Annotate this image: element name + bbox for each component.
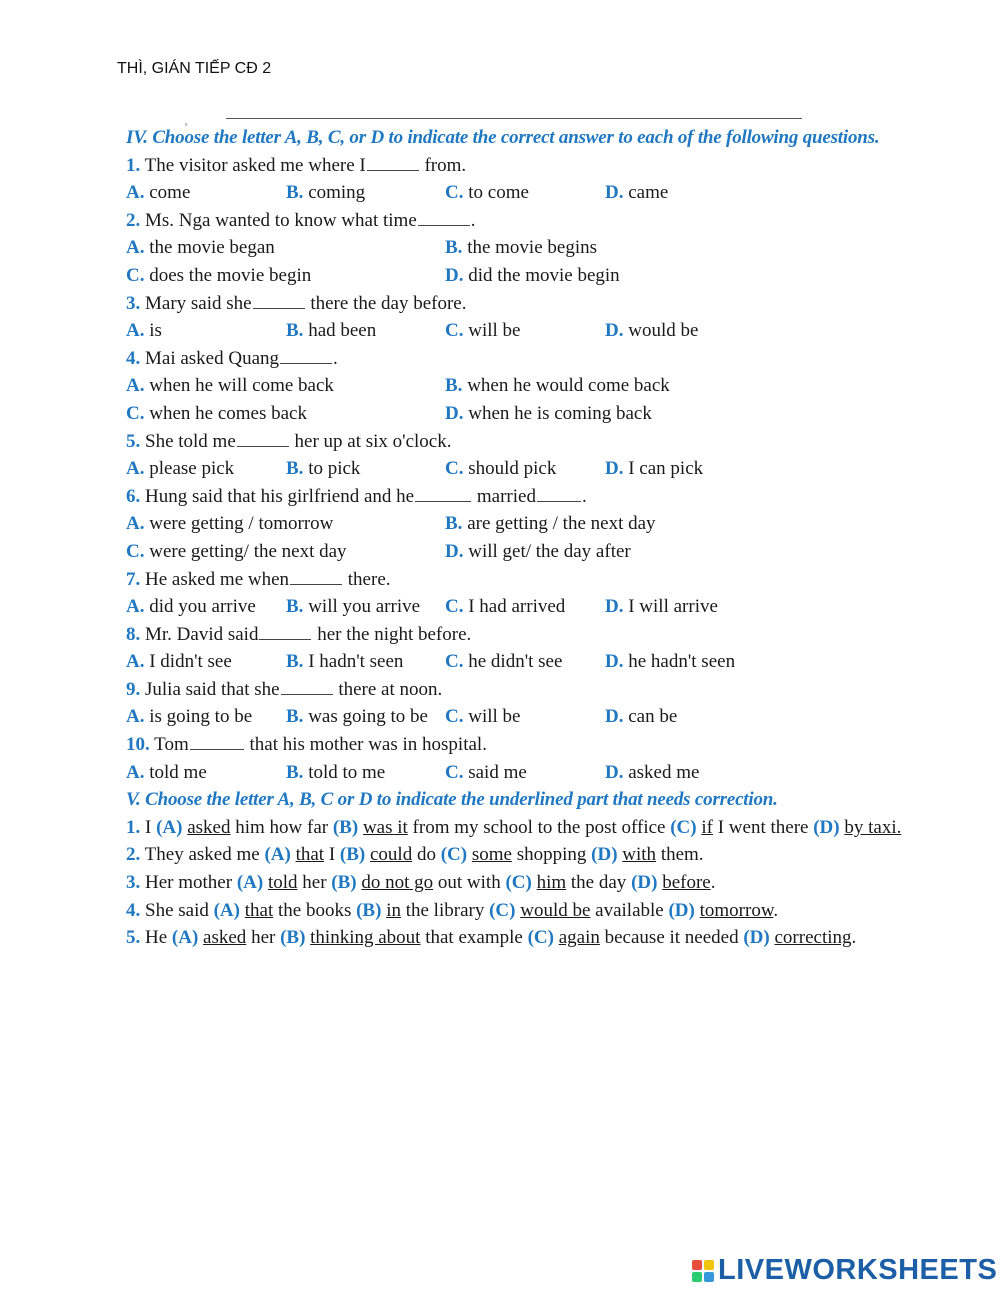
- logo-mark-icon: [692, 1260, 714, 1282]
- underlined-part[interactable]: asked: [203, 927, 247, 949]
- answer-option[interactable]: [605, 179, 668, 207]
- answer-option[interactable]: [126, 179, 190, 207]
- question-text: Tom: [154, 734, 189, 756]
- option-marker[interactable]: (D): [813, 816, 845, 838]
- question-stem: [126, 731, 986, 759]
- option-letter: B.: [286, 596, 304, 618]
- sentence-text: him how far: [230, 816, 333, 838]
- question-text: from.: [419, 154, 467, 176]
- sentence-text: .: [851, 927, 857, 949]
- option-letter: C.: [126, 264, 145, 286]
- sentence-text: available: [590, 899, 669, 921]
- option-letter: A.: [126, 706, 145, 728]
- option-letter: A.: [126, 320, 145, 342]
- answer-option[interactable]: [605, 703, 677, 731]
- underlined-part[interactable]: could: [369, 844, 413, 866]
- option-letter: C.: [445, 596, 464, 618]
- question-stem: [126, 483, 986, 511]
- correction-item: [126, 869, 986, 897]
- answer-option[interactable]: [126, 400, 307, 428]
- question-text: Mr. David said: [145, 623, 259, 645]
- answer-option[interactable]: [126, 648, 232, 676]
- option-text: had been: [308, 320, 377, 342]
- question-text: married: [472, 485, 536, 507]
- option-marker[interactable]: (C): [440, 844, 472, 866]
- question-text: there at noon.: [333, 678, 443, 700]
- option-text: can be: [628, 706, 678, 728]
- option-letter: B.: [286, 651, 304, 673]
- option-letter: C.: [445, 706, 464, 728]
- answer-option[interactable]: [126, 510, 333, 538]
- sentence-text: .: [710, 872, 716, 894]
- options-row: [126, 510, 986, 538]
- option-marker[interactable]: (B): [332, 816, 363, 838]
- question-number: 10.: [126, 734, 150, 756]
- option-marker[interactable]: (B): [339, 844, 370, 866]
- option-marker[interactable]: (D): [668, 899, 700, 921]
- question-number: 8.: [126, 623, 141, 645]
- option-text: does the movie begin: [149, 264, 312, 286]
- underlined-part[interactable]: if: [701, 816, 713, 838]
- underlined-part[interactable]: tomorrow: [699, 899, 774, 921]
- option-marker[interactable]: (B): [280, 927, 311, 949]
- option-text: were getting/ the next day: [149, 540, 347, 562]
- logo-square: [692, 1272, 702, 1282]
- option-letter: B.: [286, 761, 304, 783]
- underlined-part[interactable]: by taxi.: [844, 816, 902, 838]
- answer-option[interactable]: [445, 179, 529, 207]
- sentence-text: I: [145, 816, 157, 838]
- liveworksheets-logo: [692, 1254, 997, 1287]
- option-letter: B.: [286, 458, 304, 480]
- options-row: [126, 759, 986, 787]
- correction-item: [126, 924, 986, 952]
- answer-option[interactable]: [126, 262, 311, 290]
- option-text: when he will come back: [149, 375, 334, 397]
- answer-option[interactable]: [445, 510, 656, 538]
- question-number: 2.: [126, 209, 141, 231]
- option-marker[interactable]: (C): [505, 872, 537, 894]
- option-marker[interactable]: (D): [743, 927, 775, 949]
- cropped-text-fragment: ¸: [184, 112, 188, 126]
- answer-option[interactable]: [445, 455, 556, 483]
- answer-option[interactable]: [445, 703, 520, 731]
- question-number: 4.: [126, 347, 141, 369]
- question-text: Mary said she: [145, 292, 252, 314]
- sentence-text: the library: [400, 899, 490, 921]
- answer-option[interactable]: [605, 593, 718, 621]
- underlined-part[interactable]: told: [267, 872, 298, 894]
- section-4-questions: [126, 152, 986, 787]
- section-4-heading: IV. Choose the letter A, B, C, or D to indicate the correct answer to each of the following questions.: [126, 127, 880, 148]
- logo-text: LIVEWORKSHEETS: [718, 1254, 998, 1286]
- sentence-text: her: [297, 872, 332, 894]
- correction-item: [126, 841, 986, 869]
- question-stem: [126, 152, 986, 180]
- answer-option[interactable]: [126, 538, 347, 566]
- option-letter: A.: [126, 596, 145, 618]
- option-letter: B.: [286, 182, 304, 204]
- option-marker[interactable]: (A): [156, 816, 188, 838]
- question-stem: [126, 290, 986, 318]
- answer-blank[interactable]: [418, 207, 470, 226]
- question-stem: [126, 621, 986, 649]
- options-row: [126, 703, 986, 731]
- option-text: I hadn't seen: [308, 651, 404, 673]
- option-text: he didn't see: [468, 651, 563, 673]
- option-text: when he is coming back: [468, 402, 652, 424]
- question-number: 1.: [126, 154, 141, 176]
- options-row: [126, 648, 986, 676]
- option-text: to pick: [308, 458, 361, 480]
- options-row: [126, 400, 986, 428]
- option-letter: D.: [605, 706, 624, 728]
- option-marker[interactable]: (D): [631, 872, 663, 894]
- question-number: 5.: [126, 927, 141, 949]
- option-letter: C.: [445, 761, 464, 783]
- answer-option[interactable]: [445, 648, 562, 676]
- answer-option[interactable]: [445, 400, 652, 428]
- underlined-part[interactable]: with: [622, 844, 657, 866]
- option-marker[interactable]: (C): [670, 816, 702, 838]
- answer-option[interactable]: [445, 234, 597, 262]
- sentence-text: because it needed: [599, 927, 744, 949]
- question-text: Julia said that she: [145, 678, 280, 700]
- underlined-part[interactable]: that: [295, 844, 325, 866]
- answer-option[interactable]: [286, 317, 376, 345]
- answer-blank[interactable]: [290, 566, 342, 585]
- sentence-text: .: [773, 899, 779, 921]
- option-text: asked me: [628, 761, 700, 783]
- question-number: 1.: [126, 816, 141, 838]
- answer-blank[interactable]: [253, 290, 305, 309]
- option-letter: A.: [126, 237, 145, 259]
- answer-blank[interactable]: [280, 345, 332, 364]
- question-number: 5.: [126, 430, 141, 452]
- option-text: when he would come back: [467, 375, 670, 397]
- page-title: THÌ, GIÁN TIẾP CĐ 2: [117, 60, 272, 77]
- question-text: She told me: [145, 430, 236, 452]
- logo-square: [692, 1260, 702, 1270]
- option-letter: C.: [126, 402, 145, 424]
- answer-option[interactable]: [286, 593, 420, 621]
- correction-item: [126, 897, 986, 925]
- question-text: her the night before.: [312, 623, 472, 645]
- question-text: her up at six o'clock.: [289, 430, 452, 452]
- option-text: will get/ the day after: [468, 540, 631, 562]
- logo-square: [704, 1272, 714, 1282]
- option-text: I will arrive: [628, 596, 718, 618]
- option-marker[interactable]: (C): [527, 927, 559, 949]
- options-row: [126, 593, 986, 621]
- sentence-text: They asked me: [144, 844, 265, 866]
- answer-option[interactable]: [605, 759, 699, 787]
- option-text: would be: [628, 320, 699, 342]
- question-text: He asked me when: [145, 568, 290, 590]
- option-text: please pick: [149, 458, 235, 480]
- underlined-part[interactable]: some: [471, 844, 512, 866]
- sentence-text: I went there: [712, 816, 814, 838]
- answer-option[interactable]: [286, 648, 403, 676]
- underlined-part[interactable]: do not go: [361, 872, 434, 894]
- answer-option[interactable]: [126, 759, 207, 787]
- option-text: are getting / the next day: [467, 513, 656, 535]
- underlined-part[interactable]: would be: [520, 899, 591, 921]
- answer-option[interactable]: [126, 703, 252, 731]
- option-text: did you arrive: [149, 596, 256, 618]
- question-text: Mai asked Quang: [145, 347, 280, 369]
- question-text: there.: [343, 568, 391, 590]
- answer-option[interactable]: [126, 234, 275, 262]
- underlined-part[interactable]: asked: [187, 816, 231, 838]
- underlined-part[interactable]: again: [558, 927, 600, 949]
- underlined-part[interactable]: him: [536, 872, 567, 894]
- answer-option[interactable]: [126, 455, 234, 483]
- option-marker[interactable]: (B): [331, 872, 362, 894]
- answer-blank[interactable]: [237, 428, 289, 447]
- option-letter: A.: [126, 513, 145, 535]
- options-row: [126, 179, 986, 207]
- answer-option[interactable]: [286, 455, 360, 483]
- option-text: is going to be: [149, 706, 253, 728]
- question-stem: [126, 207, 986, 235]
- sentence-text: them.: [656, 844, 704, 866]
- option-letter: C.: [126, 540, 145, 562]
- option-letter: A.: [126, 458, 145, 480]
- underlined-part[interactable]: that: [244, 899, 274, 921]
- answer-blank[interactable]: [537, 483, 581, 502]
- sentence-text: the books: [273, 899, 357, 921]
- answer-option[interactable]: [605, 648, 735, 676]
- question-text: that his mother was in hospital.: [244, 734, 487, 756]
- sentence-text: her: [246, 927, 281, 949]
- option-letter: A.: [126, 182, 145, 204]
- question-text: .: [470, 209, 476, 231]
- option-letter: B.: [286, 706, 304, 728]
- option-letter: D.: [605, 651, 624, 673]
- option-marker[interactable]: (A): [213, 899, 245, 921]
- answer-option[interactable]: [605, 317, 698, 345]
- options-row: [126, 262, 986, 290]
- answer-option[interactable]: [605, 455, 703, 483]
- underlined-part[interactable]: before: [662, 872, 711, 894]
- answer-option[interactable]: [445, 372, 670, 400]
- answer-blank[interactable]: [415, 483, 471, 502]
- option-text: coming: [308, 182, 366, 204]
- worksheet-content: [126, 124, 986, 952]
- answer-blank[interactable]: [190, 731, 244, 750]
- question-stem: [126, 345, 986, 373]
- option-letter: C.: [445, 458, 464, 480]
- answer-option[interactable]: [445, 538, 631, 566]
- correction-item: [126, 814, 986, 842]
- option-text: told to me: [308, 761, 386, 783]
- option-letter: D.: [445, 402, 464, 424]
- sentence-text: do: [412, 844, 441, 866]
- question-number: 3.: [126, 292, 141, 314]
- option-text: told me: [149, 761, 207, 783]
- question-text: there the day before.: [305, 292, 467, 314]
- option-text: the movie begins: [467, 237, 597, 259]
- option-letter: B.: [445, 237, 463, 259]
- option-letter: D.: [605, 458, 624, 480]
- option-text: to come: [468, 182, 529, 204]
- sentence-text: that example: [420, 927, 528, 949]
- answer-option[interactable]: [126, 593, 256, 621]
- answer-option[interactable]: [445, 317, 520, 345]
- question-number: 2.: [126, 844, 141, 866]
- option-letter: B.: [445, 375, 463, 397]
- option-letter: B.: [445, 513, 463, 535]
- option-marker[interactable]: (D): [591, 844, 623, 866]
- option-letter: A.: [126, 651, 145, 673]
- option-letter: A.: [126, 375, 145, 397]
- option-letter: D.: [445, 540, 464, 562]
- sentence-text: Her mother: [145, 872, 237, 894]
- question-number: 7.: [126, 568, 141, 590]
- answer-option[interactable]: [445, 759, 527, 787]
- option-text: I didn't see: [149, 651, 232, 673]
- sentence-text: I: [324, 844, 340, 866]
- option-text: said me: [468, 761, 527, 783]
- option-text: did the movie begin: [468, 264, 620, 286]
- separator-line: [226, 118, 802, 119]
- answer-option[interactable]: [286, 759, 385, 787]
- logo-square: [704, 1260, 714, 1270]
- option-marker[interactable]: (A): [236, 872, 268, 894]
- option-text: will be: [468, 706, 521, 728]
- option-text: the movie began: [149, 237, 275, 259]
- option-text: was going to be: [308, 706, 428, 728]
- answer-option[interactable]: [286, 179, 365, 207]
- option-letter: C.: [445, 182, 464, 204]
- option-text: I had arrived: [468, 596, 566, 618]
- option-text: I can pick: [628, 458, 704, 480]
- question-text: .: [333, 347, 338, 369]
- option-text: is: [149, 320, 162, 342]
- question-text: Hung said that his girlfriend and he: [145, 485, 415, 507]
- question-number: 4.: [126, 899, 141, 921]
- underlined-part[interactable]: was it: [362, 816, 408, 838]
- section-5-items: [126, 814, 986, 952]
- option-letter: D.: [605, 320, 624, 342]
- sentence-text: She said: [145, 899, 214, 921]
- options-row: [126, 455, 986, 483]
- question-text: .: [581, 485, 587, 507]
- option-letter: D.: [605, 761, 624, 783]
- question-stem: [126, 566, 986, 594]
- sentence-text: from my school to the post office: [407, 816, 671, 838]
- question-number: 9.: [126, 678, 141, 700]
- answer-blank[interactable]: [259, 621, 311, 640]
- sentence-text: the day: [566, 872, 632, 894]
- question-number: 6.: [126, 485, 141, 507]
- section-5-heading: V. Choose the letter A, B, C or D to indicate the underlined part that needs correction.: [126, 789, 778, 811]
- option-text: were getting / tomorrow: [149, 513, 334, 535]
- option-letter: C.: [445, 320, 464, 342]
- option-letter: D.: [605, 182, 624, 204]
- answer-option[interactable]: [126, 317, 162, 345]
- underlined-part[interactable]: thinking about: [310, 927, 421, 949]
- options-row: [126, 317, 986, 345]
- option-marker[interactable]: (B): [356, 899, 387, 921]
- sentence-text: out with: [433, 872, 506, 894]
- option-text: should pick: [468, 458, 557, 480]
- option-text: will be: [468, 320, 521, 342]
- question-number: 3.: [126, 872, 141, 894]
- sentence-text: shopping: [511, 844, 592, 866]
- option-text: when he comes back: [149, 402, 307, 424]
- options-row: [126, 372, 986, 400]
- option-letter: D.: [605, 596, 624, 618]
- option-text: he hadn't seen: [628, 651, 736, 673]
- answer-option[interactable]: [445, 262, 620, 290]
- question-stem: [126, 676, 986, 704]
- answer-blank[interactable]: [281, 676, 333, 695]
- option-letter: B.: [286, 320, 304, 342]
- answer-option[interactable]: [445, 593, 565, 621]
- answer-option[interactable]: [286, 703, 428, 731]
- options-row: [126, 538, 986, 566]
- question-text: Ms. Nga wanted to know what time: [145, 209, 417, 231]
- option-letter: D.: [445, 264, 464, 286]
- option-letter: A.: [126, 761, 145, 783]
- underlined-part[interactable]: correcting: [774, 927, 852, 949]
- options-row: [126, 234, 986, 262]
- answer-option[interactable]: [126, 372, 334, 400]
- option-text: come: [149, 182, 191, 204]
- question-text: The visitor asked me where I: [144, 154, 366, 176]
- option-marker[interactable]: (A): [171, 927, 204, 949]
- underlined-part[interactable]: in: [386, 899, 401, 921]
- sentence-text: He: [145, 927, 172, 949]
- answer-blank[interactable]: [367, 152, 419, 171]
- option-marker[interactable]: (C): [489, 899, 521, 921]
- option-letter: C.: [445, 651, 464, 673]
- option-text: will you arrive: [308, 596, 421, 618]
- option-marker[interactable]: (A): [264, 844, 296, 866]
- option-text: came: [628, 182, 669, 204]
- question-stem: [126, 428, 986, 456]
